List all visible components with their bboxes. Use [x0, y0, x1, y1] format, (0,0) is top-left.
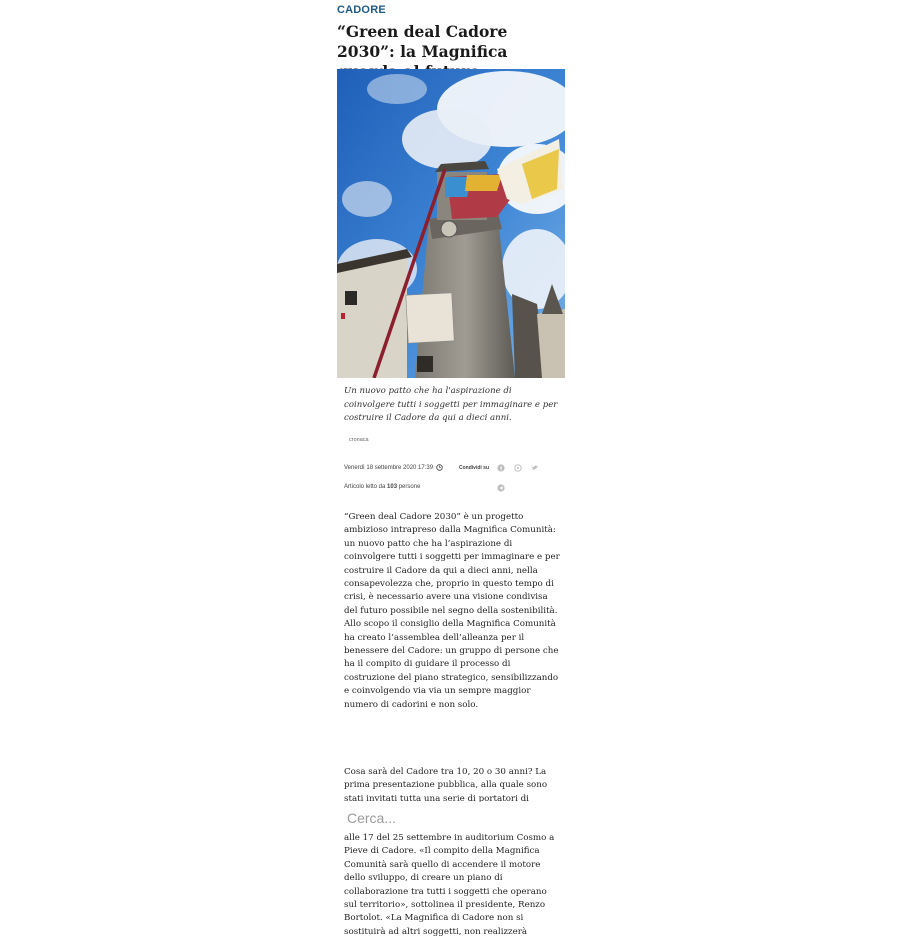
whatsapp-icon[interactable] — [514, 464, 522, 472]
facebook-icon[interactable] — [497, 464, 505, 472]
clock-icon — [436, 464, 443, 471]
twitter-icon[interactable] — [531, 464, 539, 472]
category-tag[interactable]: cronaca — [349, 437, 369, 443]
read-count — [344, 484, 420, 490]
share-label: Condividi su — [459, 465, 489, 471]
article-photo — [337, 69, 565, 378]
article-headline: “Green deal Cadore 2030”: la Magnifica — [337, 22, 508, 61]
telegram-icon[interactable] — [497, 484, 505, 492]
search-input[interactable] — [337, 805, 569, 831]
reads-suffix: persone — [398, 484, 421, 490]
photo-caption: Un nuovo patto che ha l'aspirazione di coinvolgere tutti i soggetti per immaginare e per costruire il Cadore da qui a dieci anni. — [344, 386, 558, 423]
svg-text:f: f — [500, 466, 502, 472]
article-paragraph: “Green deal Cadore 2030” è un progetto ambizioso intrapreso dalla Magnifica Comunità: un nuovo patto che ha l’aspirazione di coinvolgere tutti i soggetti per immaginare e per costruire il Cadore da qui a dieci anni, nella consapevolezza che, proprio in questo tempo di crisi, è necessario avere una visione condivisa del futuro possibile nel segno della sostenibilità. Allo scopo il consiglio della Magnifica Comunità ha creato l’assemblea dell’alleanza per il benessere del Cadore: un gruppo di persone che ha il compito di guidare il processo di costruzione del piano strategico, sensibilizzando e coinvolgendo via via un sempre maggior numero di cadorini e non solo. — [344, 512, 560, 710]
article-meta — [344, 464, 564, 496]
publish-date: Venerdì 18 settembre 2020 17:39 — [344, 465, 434, 471]
section-label[interactable]: CADORE — [337, 4, 386, 16]
article-paragraph: alle 17 del 25 settembre in auditorium Cosmo a Pieve di Cadore. «Il compito della Magnifica Comunità sarà quello di accendere il motore dello sviluppo, di creare un piano di collaborazione tra tutti i soggetti che operano sul territorio», sottolinea il presidente, Renzo Bortolot. «La Magnifica di Cadore non si sostituirà ad altri soggetti, non realizzerà — [344, 833, 555, 937]
search-bar — [337, 803, 565, 831]
reads-count: 103 — [387, 484, 398, 490]
reads-prefix: Articolo letto da — [344, 484, 386, 490]
article-paragraph: Cosa sarà del Cadore tra 10, 20 o 30 anni? La prima presentazione pubblica, alla quale sono stati invitati tutta una serie di portatori di — [344, 767, 548, 802]
